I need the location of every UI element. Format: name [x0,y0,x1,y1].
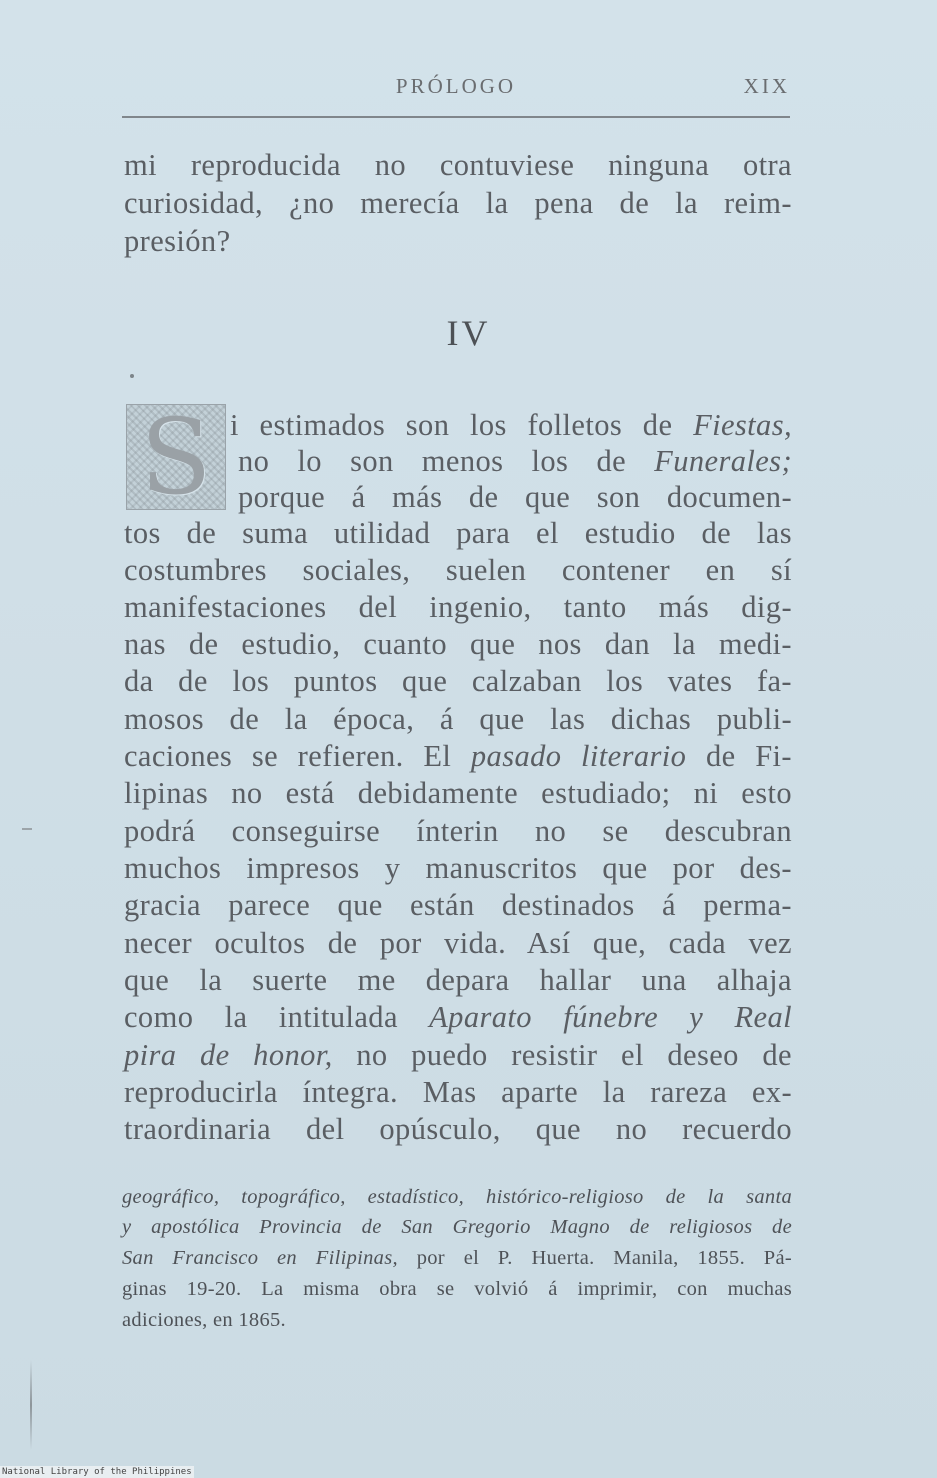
section-heading: IV [446,313,491,353]
text-line: da de los puntos que calzaban los vates fa- [124,664,792,698]
text-line: lipinas no está debidamente estudiado; ni esto [124,776,792,810]
text-line [124,1036,792,1074]
text-line: porque á más de que son documen- [238,480,792,514]
margin-mark [22,828,32,830]
text-run: de Fi- [686,739,792,773]
text-line: tos de suma utilidad para el estudio de las [124,516,792,550]
text-line: costumbres sociales, suelen contener en sí [124,553,792,587]
text-line [230,406,792,444]
text-line: mosos de la época, á que las dichas publi- [124,702,792,736]
footnote-line: adiciones, en 1865. [122,1309,286,1331]
footnote-line [122,1243,792,1273]
italic-run: pasado literario [470,739,687,773]
text-run: como la intitulada [124,1000,430,1034]
text-run: no puedo resistir el deseo de [332,1038,792,1072]
page-number: XIX [743,74,790,98]
footnote-line: ginas 19-20. La misma obra se volvió á imprimir, con muchas [122,1278,792,1300]
italic-run: geográfico, topográfico, estadístico, histórico-religioso de la santa [122,1186,792,1208]
text-line: manifestaciones del ingenio, tanto más dig- [124,590,792,624]
text-line: muchos impresos y manuscritos que por des- [124,851,792,885]
text-line: nas de estudio, cuanto que nos dan la medi- [124,627,792,661]
drop-cap-letter: S [140,396,212,518]
italic-run: y apostólica Provincia de San Gregorio Magno de religiosos de [122,1216,792,1238]
text-line: mi reproducida no contuviese ninguna otra [124,148,792,182]
running-title: PRÓLOGO [395,74,517,98]
italic-run: Fiestas, [693,408,792,442]
text-line: gracia parece que están destinados á perma- [124,888,792,922]
text-line: reproducirla íntegra. Mas aparte la rareza ex- [124,1075,792,1109]
text-line: curiosidad, ¿no merecía la pena de la reim- [124,186,792,220]
text-line: podrá conseguirse ínterin no se descubran [124,814,792,848]
ornamental-initial [126,396,226,518]
running-header [120,70,792,104]
italic-run: San Francisco en Filipinas, [122,1247,398,1269]
italic-run: Aparato fúnebre y Real [429,1000,792,1034]
italic-run: Funerales; [654,444,792,478]
text-run: no lo son menos los de [238,444,655,478]
text-run: por el P. Huerta. Manila, 1855. Pá- [397,1247,792,1269]
text-line [238,442,792,480]
text-run: caciones se refieren. El [124,739,471,773]
header-rule [122,116,790,118]
library-credit: National Library of the Philippines [2,1467,192,1477]
text-run: i estimados son los folletos de [230,408,694,442]
footnote-line [122,1212,792,1242]
text-line: necer ocultos de por vida. Así que, cada vez [124,926,792,960]
text-line [124,737,792,775]
text-line [124,998,792,1036]
footnote-line [122,1182,792,1212]
page-edge-shadow [30,1360,32,1450]
text-line: que la suerte me depara hallar una alhaja [124,963,792,997]
text-line: presión? [124,224,231,258]
stray-mark [130,374,134,378]
italic-run: pira de honor, [124,1038,333,1072]
text-line: traordinaria del opúsculo, que no recuerdo [124,1112,792,1146]
